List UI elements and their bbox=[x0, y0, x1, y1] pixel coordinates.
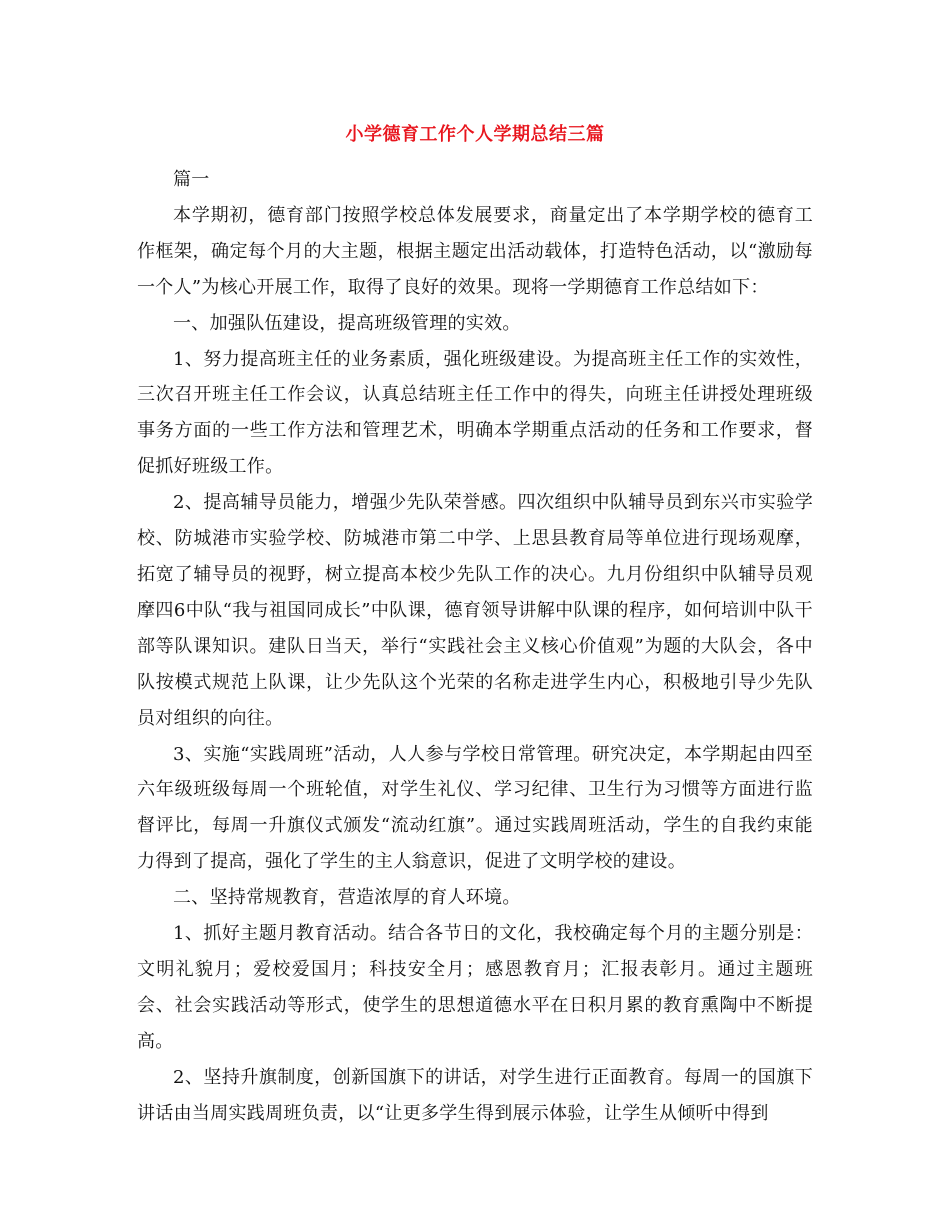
body-paragraph: 1、努力提高班主任的业务素质，强化班级建设。为提高班主任工作的实效性，三次召开班主任工作会议，认真总结班主任工作中的得失，向班主任讲授处理班级事务方面的一些工作方法和管理艺术，明确本学期重点活动的任务和工作要求，督促抓好班级工作。 bbox=[137, 348, 813, 478]
body-paragraph: 1、抓好主题月教育活动。结合各节日的文化，我校确定每个月的主题分别是：文明礼貌月；爱校爱国月；科技安全月；感恩教育月；汇报表彰月。通过主题班会、社会实践活动等形式，使学生的思想道德水平在日积月累的教育熏陶中不断提高。 bbox=[137, 923, 813, 1052]
section-heading: 二、坚持常规教育，营造浓厚的育人环境。 bbox=[173, 887, 521, 909]
body-paragraph: 2、坚持升旗制度，创新国旗下的讲话，对学生进行正面教育。每周一的国旗下讲话由当周实践周班负责，以“让更多学生得到展示体验，让学生从倾听中得到 bbox=[137, 1066, 813, 1124]
document-title: 小学德育工作个人学期总结三篇 bbox=[345, 124, 605, 145]
body-paragraph: 3、实施“实践周班”活动，人人参与学校日常管理。研究决定，本学期起由四至六年级班级每周一个班轮值，对学生礼仪、学习纪律、卫生行为习惯等方面进行监督评比，每周一升旗仪式颁发“流动红旗”。通过实践周班活动，学生的自我约束能力得到了提高，强化了学生的主人翁意识，促进了文明学校的建设。 bbox=[137, 743, 813, 873]
section-heading: 一、加强队伍建设，提高班级管理的实效。 bbox=[173, 312, 521, 334]
body-paragraph: 2、提高辅导员能力，增强少先队荣誉感。四次组织中队辅导员到东兴市实验学校、防城港市实验学校、防城港市第二中学、上思县教育局等单位进行现场观摩，拓宽了辅导员的视野，树立提高本校少先队工作的决心。九月份组织中队辅导员观摩四6中队“我与祖国同成长”中队课，德育领导讲解中队课的程序，如何培训中队干部等队课知识。建队日当天，举行“实践社会主义核心价值观”为题的大队会，各中队按模式规范上队课，让少先队这个光荣的名称走进学生内心，积极地引导少先队员对组织的向往。 bbox=[137, 492, 813, 729]
section-heading: 篇一 bbox=[173, 169, 210, 190]
document-body bbox=[137, 162, 813, 1131]
body-paragraph: 本学期初，德育部门按照学校总体发展要求，商量定出了本学期学校的德育工作框架，确定每个月的大主题，根据主题定出活动载体，打造特色活动，以“激励每一个人”为核心开展工作，取得了良好的效果。现将一学期德育工作总结如下： bbox=[137, 204, 813, 298]
